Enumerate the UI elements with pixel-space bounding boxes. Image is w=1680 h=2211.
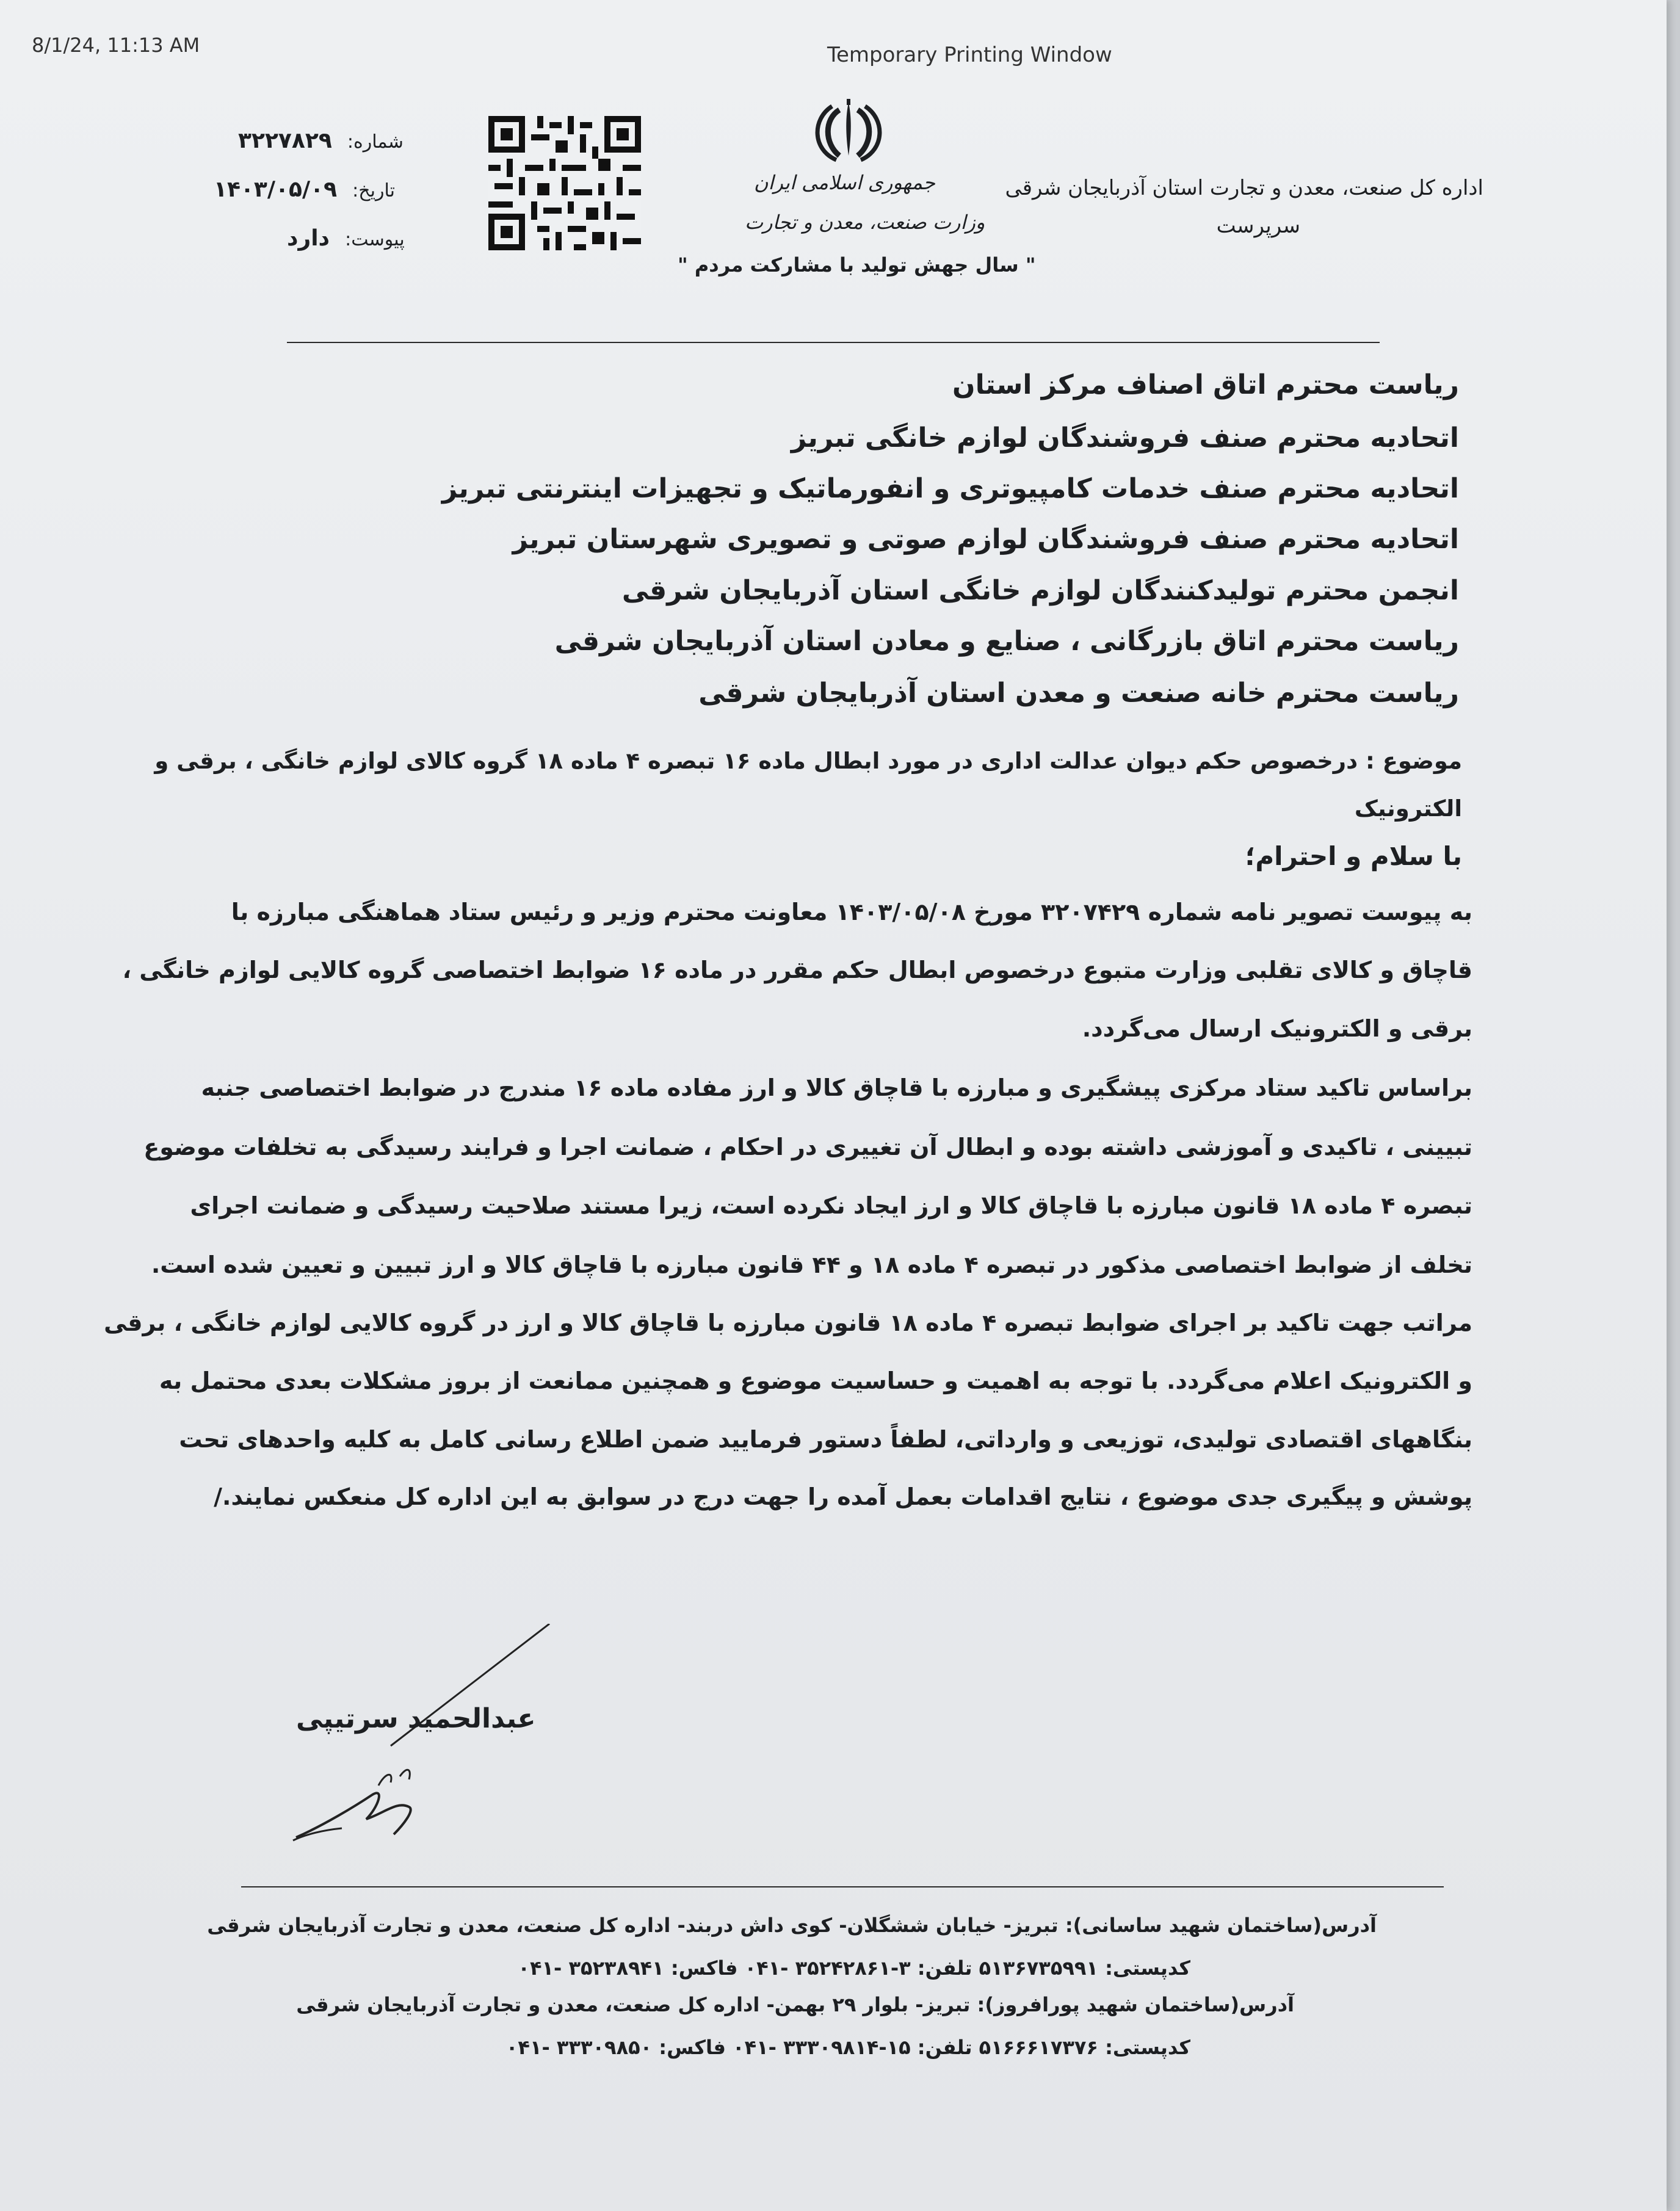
- footer-address-2: آدرس(ساختمان شهید پورافروز): تبریز- بلوار ۲۹ بهمن- اداره کل صنعت، معدن و تجارت آذربایجان شرقی: [296, 1993, 1294, 2016]
- header-divider: [287, 342, 1380, 343]
- organization-subtitle: سرپرست: [1216, 214, 1300, 238]
- body-line: و الکترونیک اعلام می‌گردد. با توجه به اهمیت و حساسیت موضوع و همچنین ممانعت از بروز مشکلات بعدی محتمل به: [159, 1367, 1472, 1394]
- print-window-title: Temporary Printing Window: [827, 43, 1112, 67]
- addressee-line: اتحادیه محترم صنف خدمات کامپیوتری و انفورماتیک و تجهیزات اینترنتی تبریز: [441, 473, 1459, 504]
- body-line: به پیوست تصویر نامه شماره ۳۲۰۷۴۲۹ مورخ ۱۴۰۳/۰۵/۰۸ معاونت محترم وزیر و رئیس ستاد هماهنگی مبارزه با: [231, 899, 1472, 925]
- attachment-value: دارد: [287, 226, 330, 251]
- addressee-line: ریاست محترم خانه صنعت و معدن استان آذربایجان شرقی: [698, 678, 1459, 709]
- addressee-line: اتحادیه محترم صنف فروشندگان لوازم صوتی و تصویری شهرستان تبریز: [512, 524, 1459, 555]
- organization-name: اداره کل صنعت، معدن و تجارت استان آذربایجان شرقی: [1005, 176, 1483, 200]
- body-line: تخلف از ضوابط اختصاصی مذکور در تبصره ۴ ماده ۱۸ و ۴۴ قانون مبارزه با قاچاق کالا و ارز تبیین و تعیین شده است.: [151, 1251, 1472, 1278]
- subject-line-continued: الکترونیک: [1354, 795, 1462, 822]
- body-line: پوشش و پیگیری جدی موضوع ، نتایج اقدامات بعمل آمده را جهت درج در سوابق به این اداره کل منعکس نمایند./: [214, 1483, 1472, 1510]
- body-line: تبیینی ، تاکیدی و آموزشی داشته بوده و ابطال آن تغییری در احکام ، ضمانت اجرا و فرایند رسیدگی به تخلفات موضوع: [143, 1134, 1472, 1160]
- date-value: ۱۴۰۳/۰۵/۰۹: [214, 177, 338, 202]
- body-line: تبصره ۴ ماده ۱۸ قانون مبارزه با قاچاق کالا و ارز ایجاد نکرده است، زیرا مستند صلاحیت رسیدگی و ضمانت اجرای: [190, 1192, 1472, 1219]
- attachment-row: [287, 226, 405, 251]
- attachment-label: پیوست:: [345, 229, 405, 250]
- print-timestamp: 8/1/24, 11:13 AM: [32, 34, 200, 57]
- number-value: ۳۲۲۷۸۲۹: [238, 128, 332, 153]
- addressee-line: ریاست محترم اتاق اصناف مرکز استان: [952, 369, 1459, 400]
- republic-name: جمهوری اسلامی ایران: [754, 171, 935, 194]
- iran-emblem-icon: [803, 98, 894, 165]
- year-slogan: " سال جهش تولید با مشارکت مردم ": [678, 253, 1036, 277]
- ministry-name: وزارت صنعت، معدن و تجارت: [745, 211, 985, 234]
- signatory-name: عبدالحمید سرتیپی: [296, 1703, 536, 1734]
- subject-line: موضوع : درخصوص حکم دیوان عدالت اداری در مورد ابطال ماده ۱۶ تبصره ۴ ماده ۱۸ گروه کالای لوازم خانگی ، برقی و: [154, 748, 1462, 774]
- body-line: بنگاههای اقتصادی تولیدی، توزیعی و وارداتی، لطفاً دستور فرمایید ضمن اطلاع رسانی کامل به کلیه واحدهای تحت: [179, 1426, 1472, 1453]
- addressee-line: انجمن محترم تولیدکنندگان لوازم خانگی استان آذربایجان شرقی: [621, 575, 1459, 606]
- body-line: مراتب جهت تاکید بر اجرای ضوابط تبصره ۴ ماده ۱۸ قانون مبارزه با قاچاق کالا و ارز در گروه کالایی لوازم خانگی ، برقی: [104, 1309, 1472, 1336]
- addressee-line: اتحادیه محترم صنف فروشندگان لوازم خانگی تبریز: [791, 422, 1459, 454]
- body-line: برقی و الکترونیک ارسال می‌گردد.: [1082, 1015, 1472, 1042]
- greeting: با سلام و احترام؛: [1245, 841, 1462, 871]
- footer-address-1: آدرس(ساختمان شهید ساسانی): تبریز- خیابان ششگلان- کوی داش دربند- اداره کل صنعت، معدن و تجارت آذربایجان شرقی: [207, 1914, 1377, 1937]
- date-row: [214, 177, 395, 202]
- addressee-line: ریاست محترم اتاق بازرگانی ، صنایع و معادن استان آذربایجان شرقی: [554, 626, 1459, 657]
- qr-code-icon: [488, 116, 641, 250]
- date-label: تاریخ:: [352, 180, 395, 201]
- number-label: شماره:: [347, 131, 404, 153]
- footer-divider: [241, 1886, 1444, 1887]
- body-line: قاچاق و کالای تقلبی وزارت متبوع درخصوص ابطال حکم مقرر در ماده ۱۶ ضوابط اختصاصی گروه کالایی لوازم خانگی ،: [122, 957, 1472, 983]
- footer-contact-1: کدپستی: ۵۱۳۶۷۳۵۹۹۱ تلفن: ۳-۳۵۲۴۲۸۶۱ -۰۴۱ فاکس: ۳۵۲۳۸۹۴۱ -۰۴۱: [518, 1956, 1190, 1980]
- footer-contact-2: کدپستی: ۵۱۶۶۶۱۷۳۷۶ تلفن: ۱۵-۳۳۳۰۹۸۱۴ -۰۴۱ فاکس: ۳۳۳۰۹۸۵۰ -۰۴۱: [505, 2036, 1190, 2059]
- body-line: براساس تاکید ستاد مرکزی پیشگیری و مبارزه با قاچاق کالا و ارز مفاده ماده ۱۶ مندرج در ضوابط اختصاصی جنبه: [201, 1074, 1472, 1101]
- handwritten-signature-icon: [287, 1624, 556, 1868]
- number-row: [238, 128, 404, 153]
